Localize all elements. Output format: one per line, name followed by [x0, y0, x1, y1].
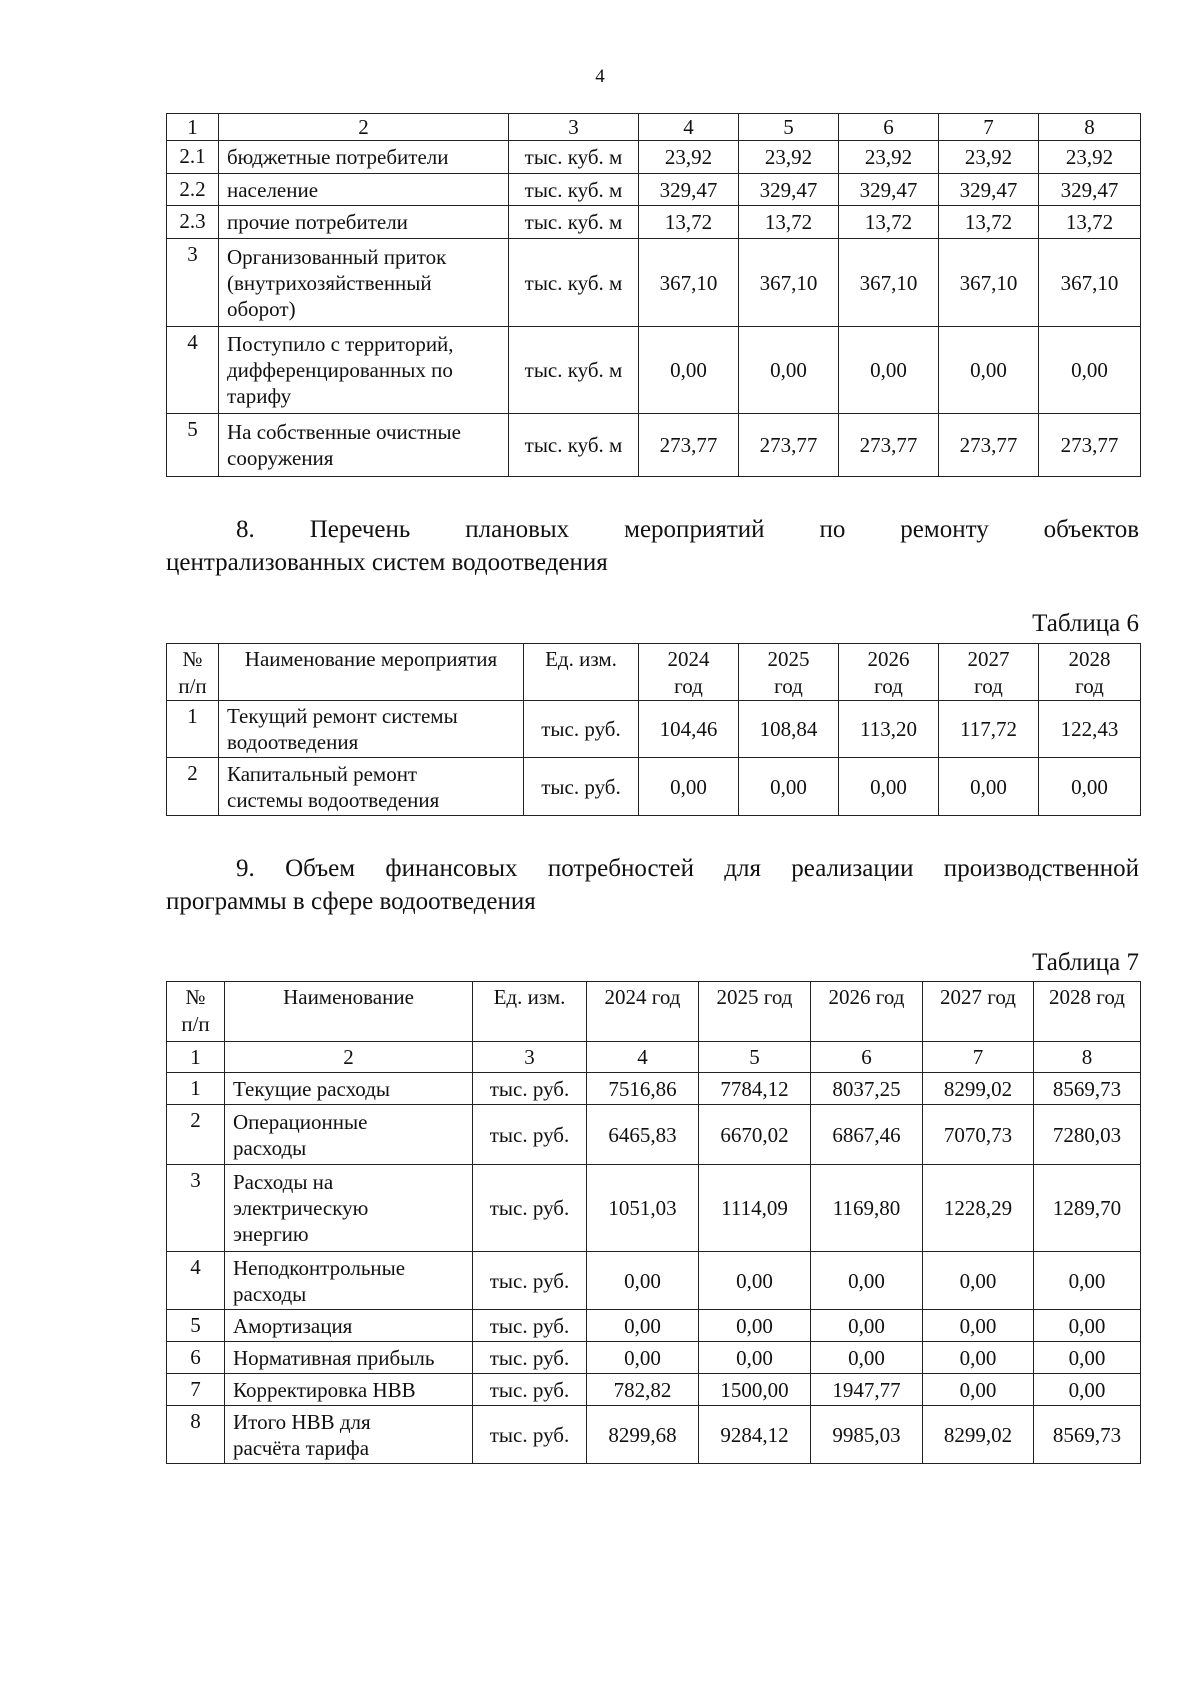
- cell-value: 0,00: [939, 758, 1039, 816]
- header-year-line: 2025: [767, 647, 810, 671]
- cell-value: 8299,02: [923, 1073, 1034, 1105]
- header-unit: Ед. изм.: [524, 644, 639, 701]
- cell-value: 9985,03: [811, 1406, 923, 1464]
- cell-value: 273,77: [939, 414, 1039, 477]
- cell-value: 782,82: [587, 1374, 699, 1406]
- row-name-line: (внутрихозяйственный: [227, 270, 432, 295]
- cell-value: 0,00: [923, 1310, 1034, 1342]
- cell-value: 6465,83: [587, 1105, 699, 1165]
- row-unit: тыс. руб.: [473, 1252, 587, 1310]
- column-number: 5: [699, 1042, 811, 1073]
- cell-value: 273,77: [839, 414, 939, 477]
- column-number: 1: [167, 1042, 225, 1073]
- row-name-line: Амортизация: [233, 1313, 353, 1338]
- cell-value: 0,00: [923, 1374, 1034, 1406]
- row-unit: тыс. куб. м: [509, 327, 639, 414]
- column-number: 5: [739, 114, 839, 141]
- row-name: [225, 1105, 473, 1165]
- cell-value: 23,92: [739, 141, 839, 174]
- cell-value: 7784,12: [699, 1073, 811, 1105]
- row-number: 2.1: [167, 141, 219, 174]
- header-year: 2026 год: [811, 982, 923, 1042]
- row-name-line: оборот): [227, 296, 296, 321]
- row-number: 4: [167, 1252, 225, 1310]
- cell-value: 108,84: [739, 701, 839, 758]
- header-year: [1039, 644, 1141, 701]
- cell-value: 1500,00: [699, 1374, 811, 1406]
- section-9-heading: [166, 852, 1139, 918]
- cell-value: 329,47: [639, 174, 739, 206]
- row-name: [219, 174, 509, 206]
- row-unit: тыс. руб.: [473, 1374, 587, 1406]
- header-year: 2028 год: [1034, 982, 1141, 1042]
- cell-value: 1051,03: [587, 1165, 699, 1252]
- cell-value: 117,72: [939, 701, 1039, 758]
- column-number: 3: [473, 1042, 587, 1073]
- table-row: [167, 1252, 1141, 1310]
- header-unit: Ед. изм.: [473, 982, 587, 1042]
- column-number: 8: [1039, 114, 1141, 141]
- row-name: [219, 758, 524, 816]
- row-number: 3: [167, 1165, 225, 1252]
- table-7: [166, 981, 1141, 1464]
- row-unit: тыс. руб.: [473, 1105, 587, 1165]
- row-number: 6: [167, 1342, 225, 1374]
- row-name: [219, 141, 509, 174]
- cell-value: 0,00: [939, 327, 1039, 414]
- table-row: [167, 1310, 1141, 1342]
- row-name-line: Текущие расходы: [233, 1076, 390, 1101]
- cell-value: 1289,70: [1034, 1165, 1141, 1252]
- header-num-line: №: [182, 647, 203, 671]
- row-name: [219, 206, 509, 239]
- section-9-heading-line: 9. Объем финансовых потребностей для реализации производственной: [236, 855, 1139, 882]
- row-name-line: энергию: [233, 1222, 309, 1246]
- cell-value: 329,47: [739, 174, 839, 206]
- header-num-line: №: [185, 985, 206, 1009]
- section-8-heading-line: централизованных систем водоотведения: [166, 549, 608, 576]
- cell-value: 23,92: [939, 141, 1039, 174]
- row-name-line: системы водоотведения: [227, 787, 440, 812]
- table-row: [167, 141, 1141, 174]
- cell-value: 23,92: [1039, 141, 1141, 174]
- cell-value: 0,00: [839, 758, 939, 816]
- column-number-row: [167, 114, 1141, 141]
- column-number: 7: [923, 1042, 1034, 1073]
- column-number: 7: [939, 114, 1039, 141]
- row-unit: тыс. руб.: [473, 1073, 587, 1105]
- row-name-line: население: [227, 177, 319, 202]
- header-num: [167, 982, 225, 1042]
- cell-value: 8569,73: [1034, 1406, 1141, 1464]
- cell-value: 8037,25: [811, 1073, 923, 1105]
- cell-value: 0,00: [739, 327, 839, 414]
- section-8-heading-line: 8. Перечень плановых мероприятий по ремонту объектов: [236, 516, 1139, 543]
- header-year: 2027 год: [923, 982, 1034, 1042]
- header-num-line: п/п: [181, 1012, 210, 1036]
- header-year-line: год: [1075, 674, 1104, 698]
- cell-value: 0,00: [1039, 758, 1141, 816]
- cell-value: 273,77: [639, 414, 739, 477]
- cell-value: 0,00: [811, 1342, 923, 1374]
- cell-value: 13,72: [639, 206, 739, 239]
- column-number: 8: [1034, 1042, 1141, 1073]
- cell-value: 1169,80: [811, 1165, 923, 1252]
- header-name: Наименование мероприятия: [219, 644, 524, 701]
- table-row: [167, 1105, 1141, 1165]
- header-year: [939, 644, 1039, 701]
- row-name-line: тарифу: [227, 384, 292, 408]
- cell-value: 8299,68: [587, 1406, 699, 1464]
- header-year-line: год: [874, 674, 903, 698]
- cell-value: 367,10: [939, 239, 1039, 327]
- cell-value: 7280,03: [1034, 1105, 1141, 1165]
- row-unit: тыс. руб.: [473, 1310, 587, 1342]
- header-year: [739, 644, 839, 701]
- row-number: 1: [167, 701, 219, 758]
- cell-value: 23,92: [639, 141, 739, 174]
- row-name-line: расходы: [233, 1135, 307, 1160]
- row-number: 1: [167, 1073, 225, 1105]
- header-year-line: год: [774, 674, 803, 698]
- table-row: [167, 1165, 1141, 1252]
- table-row: [167, 414, 1141, 477]
- cell-value: 0,00: [923, 1252, 1034, 1310]
- header-row: [167, 644, 1141, 701]
- cell-value: 0,00: [923, 1342, 1034, 1374]
- cell-value: 0,00: [699, 1310, 811, 1342]
- row-name-line: водоотведения: [227, 730, 359, 754]
- row-name: [225, 1252, 473, 1310]
- row-number: 7: [167, 1374, 225, 1406]
- cell-value: 367,10: [639, 239, 739, 327]
- column-number: 2: [225, 1042, 473, 1073]
- header-num-line: п/п: [178, 674, 207, 698]
- row-name-line: электрическую: [233, 1196, 369, 1220]
- row-name: [219, 414, 509, 477]
- row-name-line: бюджетные потребители: [227, 145, 449, 169]
- row-name-line: сооружения: [227, 446, 334, 470]
- row-name-line: Нормативная прибыль: [233, 1345, 435, 1370]
- row-number: 2.2: [167, 174, 219, 206]
- header-year-line: 2026: [867, 647, 910, 671]
- row-name-line: дифференцированных по: [227, 358, 453, 382]
- row-name: [225, 1374, 473, 1406]
- cell-value: 13,72: [939, 206, 1039, 239]
- header-year-line: 2028: [1068, 647, 1111, 671]
- column-number: 1: [167, 114, 219, 141]
- row-name-line: Расходы на: [233, 1170, 334, 1194]
- cell-value: 113,20: [839, 701, 939, 758]
- cell-value: 0,00: [811, 1310, 923, 1342]
- header-year: 2024 год: [587, 982, 699, 1042]
- header-num: [167, 644, 219, 701]
- cell-value: 104,46: [639, 701, 739, 758]
- row-name: [225, 1165, 473, 1252]
- row-number: 2: [167, 1105, 225, 1165]
- cell-value: 0,00: [1034, 1374, 1141, 1406]
- cell-value: 6670,02: [699, 1105, 811, 1165]
- row-unit: тыс. руб.: [524, 758, 639, 816]
- column-number: 6: [811, 1042, 923, 1073]
- row-name: [219, 239, 509, 327]
- row-unit: тыс. куб. м: [509, 414, 639, 477]
- section-8-heading: [166, 513, 1139, 579]
- table-row: [167, 1406, 1141, 1464]
- cell-value: 23,92: [839, 141, 939, 174]
- table-row: [167, 758, 1141, 816]
- column-number: 2: [219, 114, 509, 141]
- table-row: [167, 1073, 1141, 1105]
- row-number: 4: [167, 327, 219, 414]
- row-name: [225, 1406, 473, 1464]
- cell-value: 0,00: [699, 1252, 811, 1310]
- header-year: [839, 644, 939, 701]
- row-name: [225, 1342, 473, 1374]
- cell-value: 122,43: [1039, 701, 1141, 758]
- row-unit: тыс. куб. м: [509, 141, 639, 174]
- cell-value: 367,10: [839, 239, 939, 327]
- header-row: [167, 982, 1141, 1042]
- table-row: [167, 239, 1141, 327]
- column-number: 3: [509, 114, 639, 141]
- cell-value: 367,10: [739, 239, 839, 327]
- cell-value: 273,77: [1039, 414, 1141, 477]
- cell-value: 7070,73: [923, 1105, 1034, 1165]
- table-row: [167, 1374, 1141, 1406]
- column-number: 4: [587, 1042, 699, 1073]
- cell-value: 1947,77: [811, 1374, 923, 1406]
- table-row: [167, 206, 1141, 239]
- cell-value: 0,00: [811, 1252, 923, 1310]
- row-unit: тыс. руб.: [524, 701, 639, 758]
- header-year-line: год: [674, 674, 703, 698]
- row-unit: тыс. куб. м: [509, 239, 639, 327]
- header-year: 2025 год: [699, 982, 811, 1042]
- cell-value: 0,00: [587, 1252, 699, 1310]
- row-number: 2.3: [167, 206, 219, 239]
- header-name: Наименование: [225, 982, 473, 1042]
- column-number-row: [167, 1042, 1141, 1073]
- header-year-line: 2027: [967, 647, 1010, 671]
- column-number: 4: [639, 114, 739, 141]
- row-name-line: расходы: [233, 1281, 307, 1306]
- row-name-line: Корректировка НВВ: [233, 1377, 416, 1402]
- cell-value: 8299,02: [923, 1406, 1034, 1464]
- row-name-line: Капитальный ремонт: [227, 761, 418, 786]
- table-row: [167, 327, 1141, 414]
- table-row: [167, 174, 1141, 206]
- header-year-line: 2024: [667, 647, 710, 671]
- table-row: [167, 701, 1141, 758]
- table-row: [167, 1342, 1141, 1374]
- cell-value: 7516,86: [587, 1073, 699, 1105]
- row-unit: тыс. куб. м: [509, 206, 639, 239]
- cell-value: 1114,09: [699, 1165, 811, 1252]
- cell-value: 13,72: [839, 206, 939, 239]
- column-number: 6: [839, 114, 939, 141]
- cell-value: 0,00: [639, 758, 739, 816]
- table-7-label: Таблица 7: [1032, 949, 1139, 976]
- table-6: [166, 643, 1141, 816]
- cell-value: 329,47: [1039, 174, 1141, 206]
- row-name-line: Организованный приток: [227, 244, 447, 269]
- section-9-heading-line: программы в сфере водоотведения: [166, 888, 536, 915]
- row-name-line: Итого НВВ для: [233, 1409, 371, 1434]
- cell-value: 0,00: [739, 758, 839, 816]
- cell-value: 0,00: [1034, 1342, 1141, 1374]
- cell-value: 13,72: [1039, 206, 1141, 239]
- row-unit: тыс. руб.: [473, 1406, 587, 1464]
- cell-value: 367,10: [1039, 239, 1141, 327]
- cell-value: 0,00: [839, 327, 939, 414]
- row-name-line: прочие потребители: [227, 210, 408, 234]
- cell-value: 0,00: [1034, 1252, 1141, 1310]
- row-name-line: Текущий ремонт системы: [227, 704, 458, 728]
- cell-value: 6867,46: [811, 1105, 923, 1165]
- cell-value: 329,47: [939, 174, 1039, 206]
- page-number: 4: [595, 66, 605, 87]
- cell-value: 0,00: [1039, 327, 1141, 414]
- cell-value: 0,00: [587, 1342, 699, 1374]
- row-unit: тыс. руб.: [473, 1342, 587, 1374]
- cell-value: 0,00: [639, 327, 739, 414]
- cell-value: 0,00: [699, 1342, 811, 1374]
- cell-value: 0,00: [587, 1310, 699, 1342]
- cell-value: 329,47: [839, 174, 939, 206]
- cell-value: 1228,29: [923, 1165, 1034, 1252]
- row-number: 2: [167, 758, 219, 816]
- cell-value: 8569,73: [1034, 1073, 1141, 1105]
- row-unit: тыс. куб. м: [509, 174, 639, 206]
- row-name: [219, 701, 524, 758]
- row-number: 8: [167, 1406, 225, 1464]
- row-name: [219, 327, 509, 414]
- row-name-line: Неподконтрольные: [233, 1255, 406, 1280]
- row-name-line: Операционные: [233, 1109, 368, 1134]
- cell-value: 13,72: [739, 206, 839, 239]
- row-unit: тыс. руб.: [473, 1165, 587, 1252]
- row-name-line: расчёта тарифа: [233, 1435, 370, 1460]
- cell-value: 0,00: [1034, 1310, 1141, 1342]
- table-continuation: [166, 113, 1141, 477]
- row-name: [225, 1310, 473, 1342]
- row-name-line: На собственные очистные: [227, 420, 461, 444]
- table-6-label: Таблица 6: [1032, 610, 1139, 637]
- row-number: 5: [167, 1310, 225, 1342]
- header-year: [639, 644, 739, 701]
- header-year-line: год: [974, 674, 1003, 698]
- row-name-line: Поступило с территорий,: [227, 332, 454, 356]
- cell-value: 273,77: [739, 414, 839, 477]
- row-name: [225, 1073, 473, 1105]
- cell-value: 9284,12: [699, 1406, 811, 1464]
- row-number: 5: [167, 414, 219, 477]
- row-number: 3: [167, 239, 219, 327]
